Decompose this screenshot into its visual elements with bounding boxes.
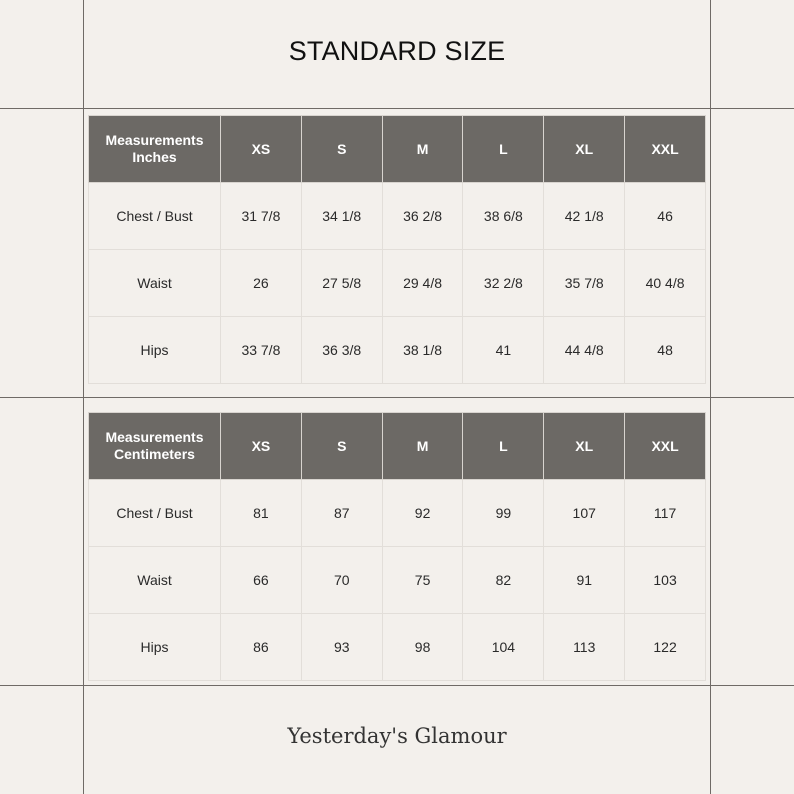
size-header-s: S bbox=[301, 116, 382, 183]
row-label: Chest / Bust bbox=[89, 183, 221, 250]
table-row bbox=[89, 250, 706, 317]
table-cell: 48 bbox=[625, 317, 706, 384]
centimeters-size-table bbox=[88, 412, 706, 681]
grid-line-top bbox=[0, 108, 794, 109]
size-header-s: S bbox=[301, 413, 382, 480]
table-cell: 86 bbox=[221, 614, 302, 681]
table-cell: 29 4/8 bbox=[382, 250, 463, 317]
table-cell: 93 bbox=[301, 614, 382, 681]
size-header-l: L bbox=[463, 413, 544, 480]
row-label: Hips bbox=[89, 614, 221, 681]
table-cell: 98 bbox=[382, 614, 463, 681]
table-cell: 35 7/8 bbox=[544, 250, 625, 317]
grid-line-middle bbox=[0, 397, 794, 398]
table-cell: 31 7/8 bbox=[221, 183, 302, 250]
table-cell: 26 bbox=[221, 250, 302, 317]
page-title: STANDARD SIZE bbox=[288, 36, 506, 66]
table-row bbox=[89, 547, 706, 614]
size-header-xl: XL bbox=[544, 413, 625, 480]
table-cell: 104 bbox=[463, 614, 544, 681]
inches-size-table bbox=[88, 115, 706, 384]
table-cell: 75 bbox=[382, 547, 463, 614]
table-cell: 38 1/8 bbox=[382, 317, 463, 384]
table-row bbox=[89, 317, 706, 384]
table-cell: 117 bbox=[625, 480, 706, 547]
table-cell: 36 2/8 bbox=[382, 183, 463, 250]
table-cell: 70 bbox=[301, 547, 382, 614]
measurements-header bbox=[89, 116, 221, 183]
table-cell: 38 6/8 bbox=[463, 183, 544, 250]
table-cell: 40 4/8 bbox=[625, 250, 706, 317]
row-label: Chest / Bust bbox=[89, 480, 221, 547]
row-label: Waist bbox=[89, 547, 221, 614]
header-line1: Measurements bbox=[105, 132, 204, 148]
size-header-m: M bbox=[382, 116, 463, 183]
brand-logo-text: Yesterday's Glamour bbox=[287, 724, 507, 748]
size-header-xs: XS bbox=[221, 413, 302, 480]
size-header-m: M bbox=[382, 413, 463, 480]
size-header-xxl: XXL bbox=[625, 413, 706, 480]
row-label: Waist bbox=[89, 250, 221, 317]
header-unit: Centimeters bbox=[114, 446, 195, 462]
table-row bbox=[89, 614, 706, 681]
table-cell: 33 7/8 bbox=[221, 317, 302, 384]
table-cell: 46 bbox=[625, 183, 706, 250]
table-cell: 66 bbox=[221, 547, 302, 614]
table-cell: 113 bbox=[544, 614, 625, 681]
measurements-header bbox=[89, 413, 221, 480]
table-header-row bbox=[89, 116, 706, 183]
header-unit: Inches bbox=[132, 149, 177, 165]
size-header-xxl: XXL bbox=[625, 116, 706, 183]
table-cell: 99 bbox=[463, 480, 544, 547]
table-cell: 44 4/8 bbox=[544, 317, 625, 384]
table-cell: 103 bbox=[625, 547, 706, 614]
table-cell: 87 bbox=[301, 480, 382, 547]
size-header-l: L bbox=[463, 116, 544, 183]
grid-line-bottom bbox=[0, 685, 794, 686]
table-cell: 32 2/8 bbox=[463, 250, 544, 317]
table-cell: 34 1/8 bbox=[301, 183, 382, 250]
table-cell: 41 bbox=[463, 317, 544, 384]
table-cell: 82 bbox=[463, 547, 544, 614]
header-line1: Measurements bbox=[105, 429, 204, 445]
table-cell: 107 bbox=[544, 480, 625, 547]
table-row bbox=[89, 480, 706, 547]
table-cell: 42 1/8 bbox=[544, 183, 625, 250]
table-cell: 91 bbox=[544, 547, 625, 614]
table-cell: 36 3/8 bbox=[301, 317, 382, 384]
table-header-row bbox=[89, 413, 706, 480]
table-cell: 81 bbox=[221, 480, 302, 547]
row-label: Hips bbox=[89, 317, 221, 384]
table-cell: 92 bbox=[382, 480, 463, 547]
table-cell: 27 5/8 bbox=[301, 250, 382, 317]
size-header-xs: XS bbox=[221, 116, 302, 183]
size-header-xl: XL bbox=[544, 116, 625, 183]
table-row bbox=[89, 183, 706, 250]
table-cell: 122 bbox=[625, 614, 706, 681]
